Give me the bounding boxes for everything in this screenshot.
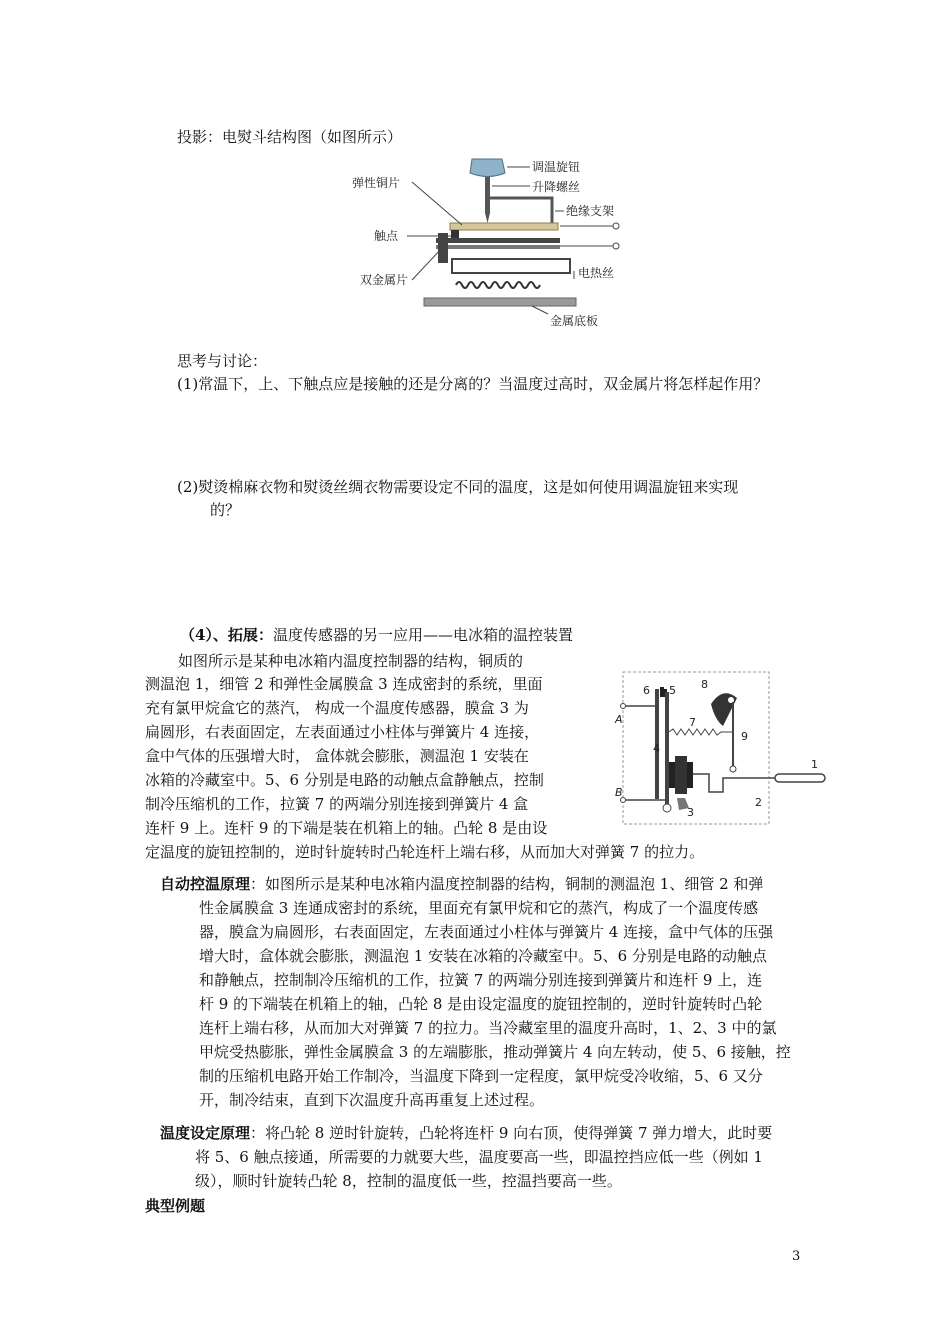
discussion-title: 思考与讨论： [177, 352, 268, 370]
extension-heading [180, 624, 573, 646]
auto-control-line-2: 性金属膜盒 3 连通成密封的系统，里面充有氯甲烷和它的蒸汽，构成了一个温度传感 [199, 899, 759, 917]
temp-setting-colon: ： [250, 1124, 266, 1142]
extension-line-7: 制冷压缩机的工作，拉簧 7 的两端分别连接到弹簧片 4 盒 [145, 795, 529, 813]
temp-setting-line-3: 级），顺时针旋转凸轮 8，控制的温度低一些，控温挡要高一些。 [195, 1172, 622, 1190]
fig-label-4: 4 [653, 742, 660, 755]
extension-heading-bold: （4）、拓展： [180, 626, 273, 644]
auto-control-line-8: 甲烷受热膨胀，弹性金属膜盒 3 的左端膨胀，推动弹簧片 4 向左转动，使 5、6 接触，控 [199, 1043, 791, 1061]
fig-label-6: 6 [643, 684, 650, 697]
discussion-q1: (1)常温下，上、下触点应是接触的还是分离的？当温度过高时，双金属片将怎样起作用？ [177, 375, 769, 393]
extension-line-6: 冰箱的冷藏室中。5、6 分别是电路的动触点盒静触点，控制 [145, 771, 544, 789]
auto-control-line-10: 开，制冷结束，直到下次温度升高再重复上述过程。 [199, 1091, 545, 1109]
extension-line-5: 盒中气体的压强增大时， 盒体就会膨胀，测温泡 1 安装在 [145, 747, 529, 765]
temp-setting-line-2: 将 5、6 触点接通，所需要的力就要大些，温度要高一些，即温控挡应低一些（例如 1 [195, 1148, 763, 1166]
label-base: 金属底板 [550, 314, 599, 328]
label-knob: 调温旋钮 [532, 160, 581, 174]
temp-setting-label: 温度设定原理 [160, 1124, 251, 1142]
bimetal-strip [436, 238, 560, 243]
projection-caption: 投影：电熨斗结构图（如图所示） [177, 128, 403, 146]
label-screw: 升降螺丝 [532, 180, 581, 194]
extension-line-3: 充有氯甲烷盒它的蒸汽， 构成一个温度传感器，膜盒 3 为 [145, 699, 529, 717]
label-copper: 弹性铜片 [352, 176, 401, 190]
metal-base [424, 298, 576, 306]
auto-control-line-9: 制的压缩机电路开始工作制冷，当温度下降到一定程度，氯甲烷受冷收缩，5、6 又分 [199, 1067, 763, 1085]
heater-wire [456, 282, 540, 288]
fig-label-1: 1 [811, 758, 818, 771]
auto-control-line-4: 增大时，盒体就会膨胀，测温泡 1 安装在冰箱的冷藏室中。5、6 分别是电路的动触点 [199, 947, 767, 965]
extension-line-8: 连杆 9 上。连杆 9 的下端是装在机箱上的轴。凸轮 8 是由设 [145, 819, 548, 837]
temp-setting-line-1 [160, 1122, 772, 1144]
examples-heading: 典型例题 [145, 1197, 206, 1215]
extension-line-9: 定温度的旋钮控制的，逆时针旋转时凸轮连杆上端右移，从而加大对弹簧 7 的拉力。 [145, 843, 705, 861]
auto-control-line-6: 杆 9 的下端装在机箱上的轴，凸轮 8 是由设定温度的旋钮控制的，逆时针旋转时凸轮 [199, 995, 763, 1013]
discussion-q2-line1: (2)熨烫棉麻衣物和熨烫丝绸衣物需要设定不同的温度，这是如何使用调温旋钮来实现 [177, 478, 739, 496]
spring-plate [665, 692, 669, 808]
contact-point [451, 230, 459, 238]
fig-label-8: 8 [701, 678, 708, 691]
extension-line-1: 如图所示是某种电冰箱内温度控制器的结构，铜质的 [178, 652, 524, 670]
auto-control-label: 自动控温原理 [160, 875, 251, 893]
knob-icon [470, 159, 505, 177]
fig-label-2: 2 [755, 796, 762, 809]
auto-control-line-1 [160, 873, 763, 895]
extension-line-4: 扁圆形，右表面固定，左表面通过小柱体与弹簧片 4 连接， [145, 723, 540, 741]
label-heater: 电热丝 [578, 266, 615, 280]
auto-control-colon: ： [250, 875, 266, 893]
page-number: 3 [792, 1249, 801, 1264]
fig-label-a: A [615, 713, 623, 726]
fig-label-5: 5 [669, 684, 676, 697]
bellows [669, 762, 675, 788]
extension-line-2: 测温泡 1，细管 2 和弹性金属膜盒 3 连成密封的系统，里面 [145, 675, 543, 693]
discussion-q2-line2: 的？ [210, 501, 241, 519]
tension-spring [669, 729, 733, 735]
copper-strip [450, 223, 558, 230]
auto-control-line-5: 和静触点，控制制冷压缩机的工作，拉簧 7 的两端分别连接到弹簧片和连杆 9 上，连 [199, 971, 763, 989]
label-contact: 触点 [374, 229, 399, 243]
temp-setting-text-1: 将凸轮 8 逆时针旋转，凸轮将连杆 9 向右顶，使得弹簧 7 弹力增大，此时要 [265, 1124, 773, 1142]
auto-control-line-3: 器，膜盒为扁圆形，右表面固定，左表面通过小柱体与弹簧片 4 连接，盒中气体的压强 [199, 923, 774, 941]
extension-heading-text: 温度传感器的另一应用——电冰箱的温控装置 [272, 626, 573, 644]
fig-label-9: 9 [741, 730, 748, 743]
label-bimetal: 双金属片 [360, 273, 409, 287]
fig-label-7: 7 [689, 716, 696, 729]
fridge-thermostat-diagram [605, 668, 833, 830]
screw-shaft [485, 177, 490, 213]
iron-structure-diagram [352, 153, 642, 335]
label-support: 绝缘支架 [566, 204, 615, 218]
auto-control-line-7: 连杆上端右移，从而加大对弹簧 7 的拉力。当冷藏室里的温度升高时，1、2、3 中的氯 [199, 1019, 777, 1037]
fig-label-3: 3 [687, 806, 694, 819]
sensing-bulb [775, 774, 825, 782]
fig-label-b: B [615, 786, 623, 799]
auto-control-text-1: 如图所示是某种电冰箱内温度控制器的结构，铜制的测温泡 1、细管 2 和弹 [265, 875, 764, 893]
